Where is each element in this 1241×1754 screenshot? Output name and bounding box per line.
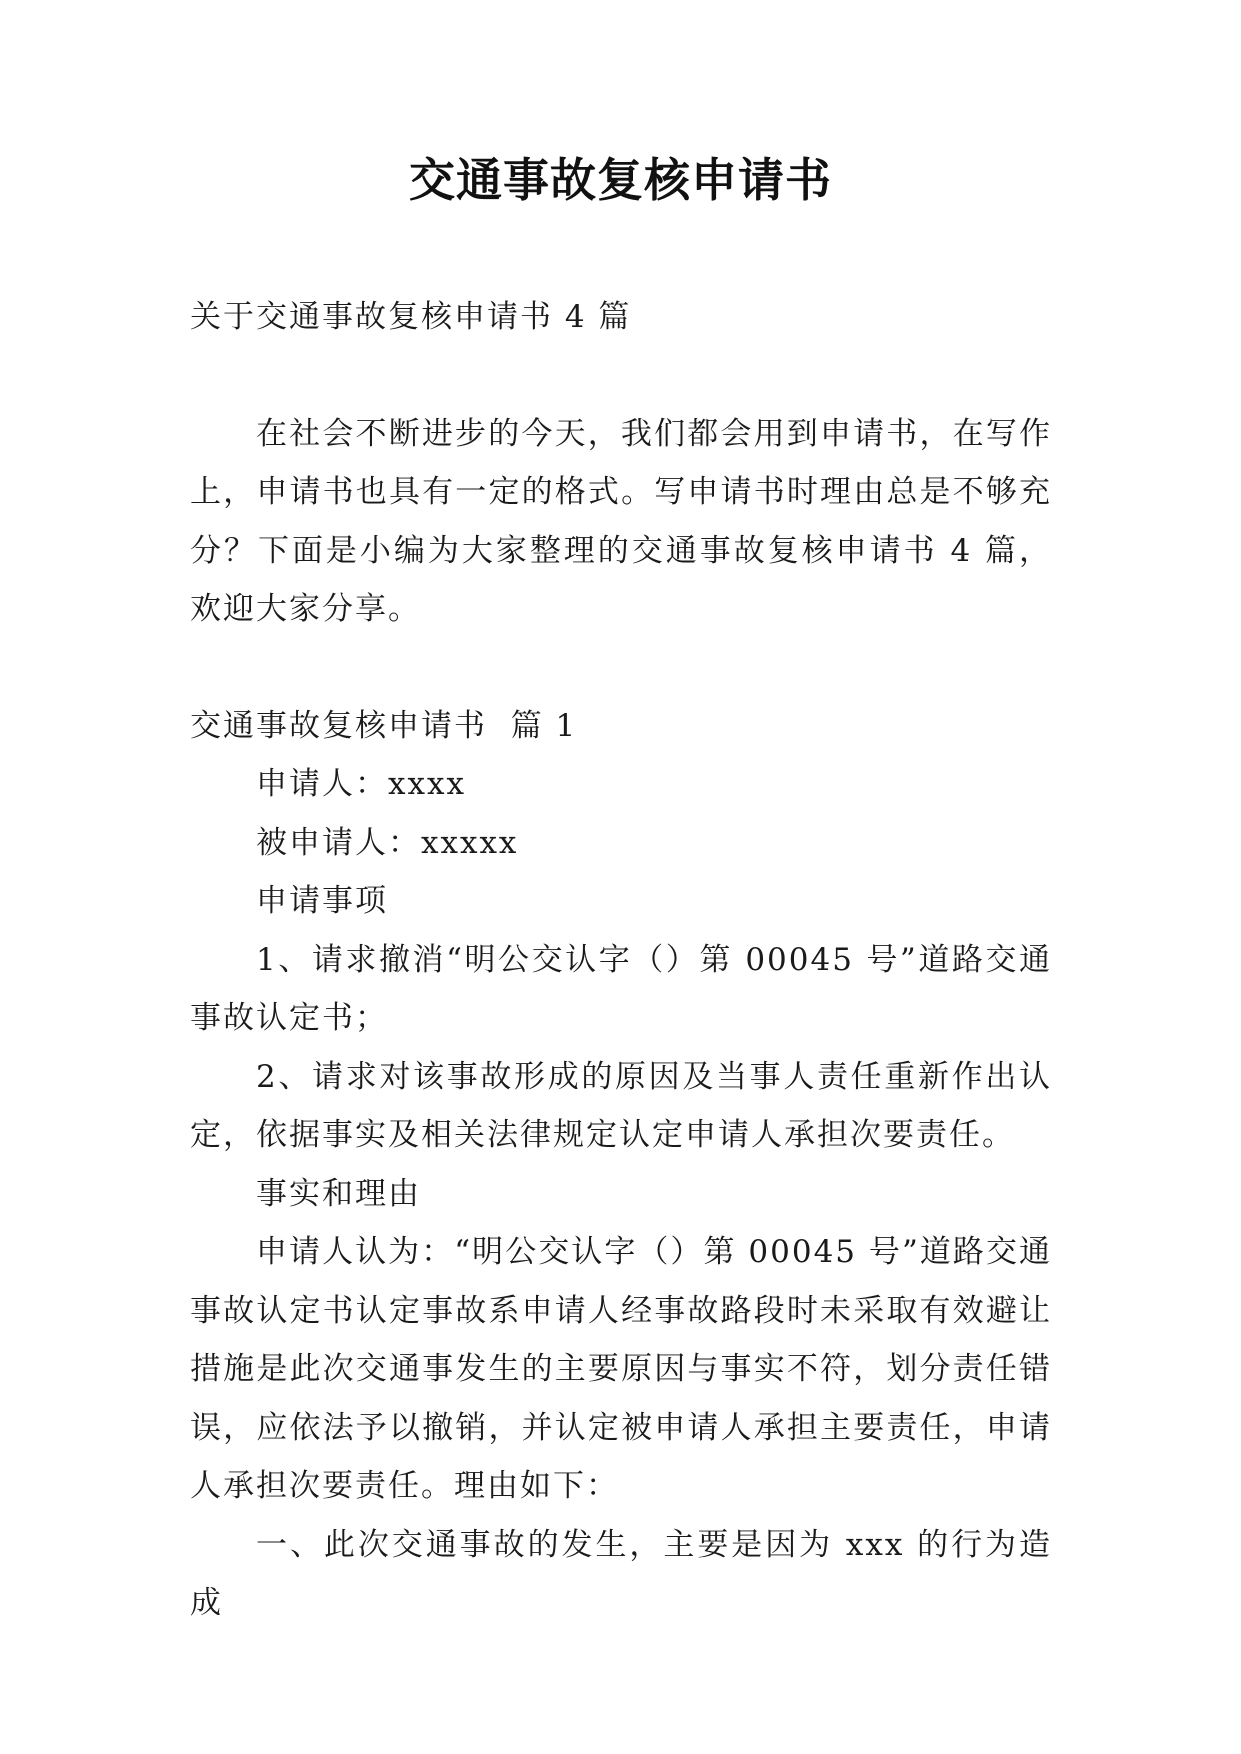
facts-paragraph: 申请人认为：“明公交认字（）第 00045 号”道路交通事故认定书认定事故系申请人经事故路段时未采取有效避让措施是此次交通事发生的主要原因与事实不符，划分责任错误，应依法予以撤销，并认定被申请人承担主要责任，申请人承担次要责任。理由如下： <box>190 1234 1052 1504</box>
reason-item-1: 一、此次交通事故的发生，主要是因为 xxx 的行为造成 <box>190 1526 1052 1621</box>
request-item-2: 2、请求对该事故形成的原因及当事人责任重新作出认定，依据事实及相关法律规定认定申请人承担次要责任。 <box>190 1058 1052 1153</box>
document-title: 交通事故复核申请书 <box>409 153 832 207</box>
applicant-line: 申请人：xxxx <box>256 766 466 802</box>
spacer <box>190 347 1052 405</box>
intro-paragraph: 在社会不断进步的今天，我们都会用到申请书，在写作上，申请书也具有一定的格式。写申请书时理由总是不够充分？下面是小编为大家整理的交通事故复核申请书 4 篇，欢迎大家分享。 <box>190 415 1052 627</box>
spacer <box>190 639 1052 697</box>
section-heading: 交通事故复核申请书 篇 1 <box>190 707 578 744</box>
request-item-1: 1、请求撤消“明公交认字（）第 00045 号”道路交通事故认定书； <box>190 941 1052 1036</box>
document-body <box>190 288 1052 1633</box>
subtitle: 关于交通事故复核申请书 4 篇 <box>190 299 632 335</box>
facts-heading: 事实和理由 <box>256 1175 421 1212</box>
respondent-line: 被申请人：xxxxx <box>256 824 519 861</box>
request-heading: 申请事项 <box>256 883 388 919</box>
